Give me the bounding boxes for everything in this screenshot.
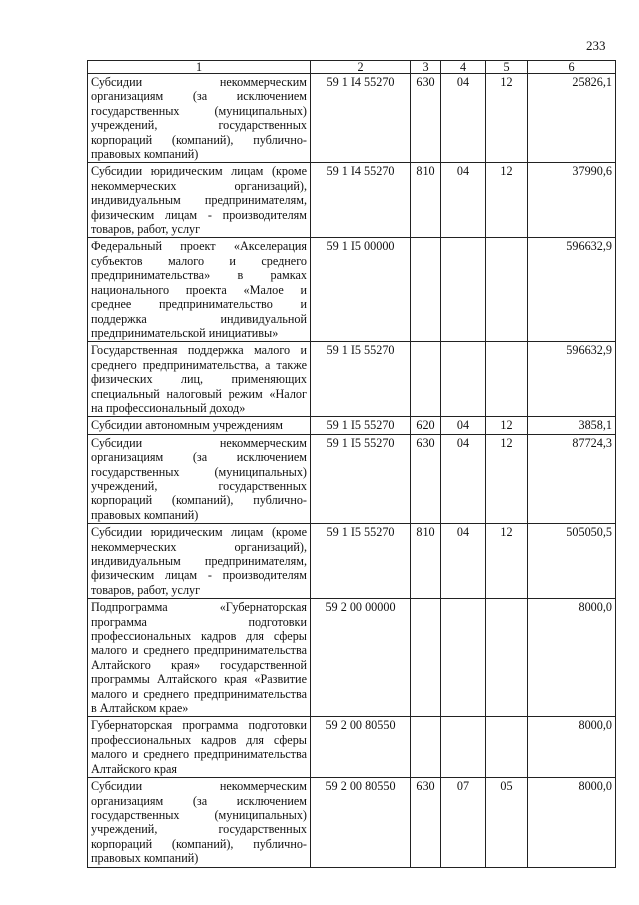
amount-cell: 87724,3 — [528, 434, 616, 523]
expense-type-cell: 630 — [411, 778, 441, 867]
row-name-cell: Субсидии автономным учреждениям — [88, 417, 311, 434]
section-cell — [441, 238, 486, 342]
expense-type-cell — [411, 342, 441, 417]
table-row — [88, 417, 616, 434]
section-cell: 04 — [441, 163, 486, 238]
budget-table — [87, 60, 616, 868]
table-row — [88, 599, 616, 717]
row-name-cell: Губернаторская программа подготовки профессиональных кадров для сферы малого и среднего предпринимательства Алтайского края — [88, 717, 311, 778]
section-cell: 04 — [441, 74, 486, 163]
amount-cell: 8000,0 — [528, 717, 616, 778]
table-row — [88, 778, 616, 867]
expense-type-cell — [411, 717, 441, 778]
target-article-code-cell: 59 2 00 00000 — [311, 599, 411, 717]
table-row — [88, 342, 616, 417]
row-name-cell: Субсидии некоммерческим организациям (за исключением государственных (муниципальных) учреждений, государственных корпораций (компаний), публично-правовых компаний) — [88, 778, 311, 867]
target-article-code-cell: 59 1 I5 55270 — [311, 342, 411, 417]
expense-type-cell: 620 — [411, 417, 441, 434]
amount-cell: 505050,5 — [528, 524, 616, 599]
column-header-5: 5 — [486, 61, 528, 74]
row-name-cell: Субсидии некоммерческим организациям (за исключением государственных (муниципальных) учреждений, государственных корпораций (компаний), публично-правовых компаний) — [88, 434, 311, 523]
column-header-2: 2 — [311, 61, 411, 74]
target-article-code-cell: 59 1 I5 55270 — [311, 417, 411, 434]
table-row — [88, 717, 616, 778]
subsection-cell: 12 — [486, 74, 528, 163]
row-name-cell: Подпрограмма «Губернаторская программа подготовки профессиональных кадров для сферы малого и среднего предпринимательства Алтайского края» государственной программы Алтайского края «Развитие малого и среднего предпринимательства в Алтайском крае» — [88, 599, 311, 717]
amount-cell: 37990,6 — [528, 163, 616, 238]
table-row — [88, 238, 616, 342]
target-article-code-cell: 59 1 I4 55270 — [311, 74, 411, 163]
table-row — [88, 163, 616, 238]
table-row — [88, 524, 616, 599]
column-header-6: 6 — [528, 61, 616, 74]
table-row — [88, 434, 616, 523]
header-row — [88, 61, 616, 74]
row-name-cell: Государственная поддержка малого и среднего предпринимательства, а также физических лиц, применяющих специальный налоговый режим «Налог на профессиональный доход» — [88, 342, 311, 417]
subsection-cell — [486, 238, 528, 342]
subsection-cell: 12 — [486, 524, 528, 599]
subsection-cell — [486, 717, 528, 778]
column-header-4: 4 — [441, 61, 486, 74]
subsection-cell: 12 — [486, 163, 528, 238]
expense-type-cell: 810 — [411, 163, 441, 238]
table-row — [88, 74, 616, 163]
row-name-cell: Федеральный проект «Акселерация субъектов малого и среднего предпринимательства» в рамках национального проекта «Малое и среднее предпринимательство и поддержка индивидуальной предпринимательской инициативы» — [88, 238, 311, 342]
amount-cell: 8000,0 — [528, 599, 616, 717]
section-cell — [441, 717, 486, 778]
subsection-cell: 12 — [486, 434, 528, 523]
amount-cell: 25826,1 — [528, 74, 616, 163]
amount-cell: 8000,0 — [528, 778, 616, 867]
column-header-1: 1 — [88, 61, 311, 74]
subsection-cell: 12 — [486, 417, 528, 434]
target-article-code-cell: 59 2 00 80550 — [311, 717, 411, 778]
target-article-code-cell: 59 1 I5 55270 — [311, 434, 411, 523]
subsection-cell — [486, 342, 528, 417]
section-cell — [441, 342, 486, 417]
section-cell — [441, 599, 486, 717]
expense-type-cell — [411, 238, 441, 342]
target-article-code-cell: 59 1 I5 00000 — [311, 238, 411, 342]
section-cell: 04 — [441, 524, 486, 599]
row-name-cell: Субсидии некоммерческим организациям (за исключением государственных (муниципальных) учреждений, государственных корпораций (компаний), публично-правовых компаний) — [88, 74, 311, 163]
expense-type-cell: 630 — [411, 434, 441, 523]
subsection-cell — [486, 599, 528, 717]
row-name-cell: Субсидии юридическим лицам (кроме некоммерческих организаций), индивидуальным предпринимателям, физическим лицам - производителям товаров, работ, услуг — [88, 163, 311, 238]
section-cell: 04 — [441, 434, 486, 523]
section-cell: 04 — [441, 417, 486, 434]
column-header-3: 3 — [411, 61, 441, 74]
expense-type-cell — [411, 599, 441, 717]
amount-cell: 3858,1 — [528, 417, 616, 434]
subsection-cell: 05 — [486, 778, 528, 867]
page-number: 233 — [586, 38, 606, 53]
target-article-code-cell: 59 1 I4 55270 — [311, 163, 411, 238]
target-article-code-cell: 59 2 00 80550 — [311, 778, 411, 867]
expense-type-cell: 630 — [411, 74, 441, 163]
expense-type-cell: 810 — [411, 524, 441, 599]
amount-cell: 596632,9 — [528, 238, 616, 342]
target-article-code-cell: 59 1 I5 55270 — [311, 524, 411, 599]
row-name-cell: Субсидии юридическим лицам (кроме некоммерческих организаций), индивидуальным предпринимателям, физическим лицам - производителям товаров, работ, услуг — [88, 524, 311, 599]
amount-cell: 596632,9 — [528, 342, 616, 417]
section-cell: 07 — [441, 778, 486, 867]
